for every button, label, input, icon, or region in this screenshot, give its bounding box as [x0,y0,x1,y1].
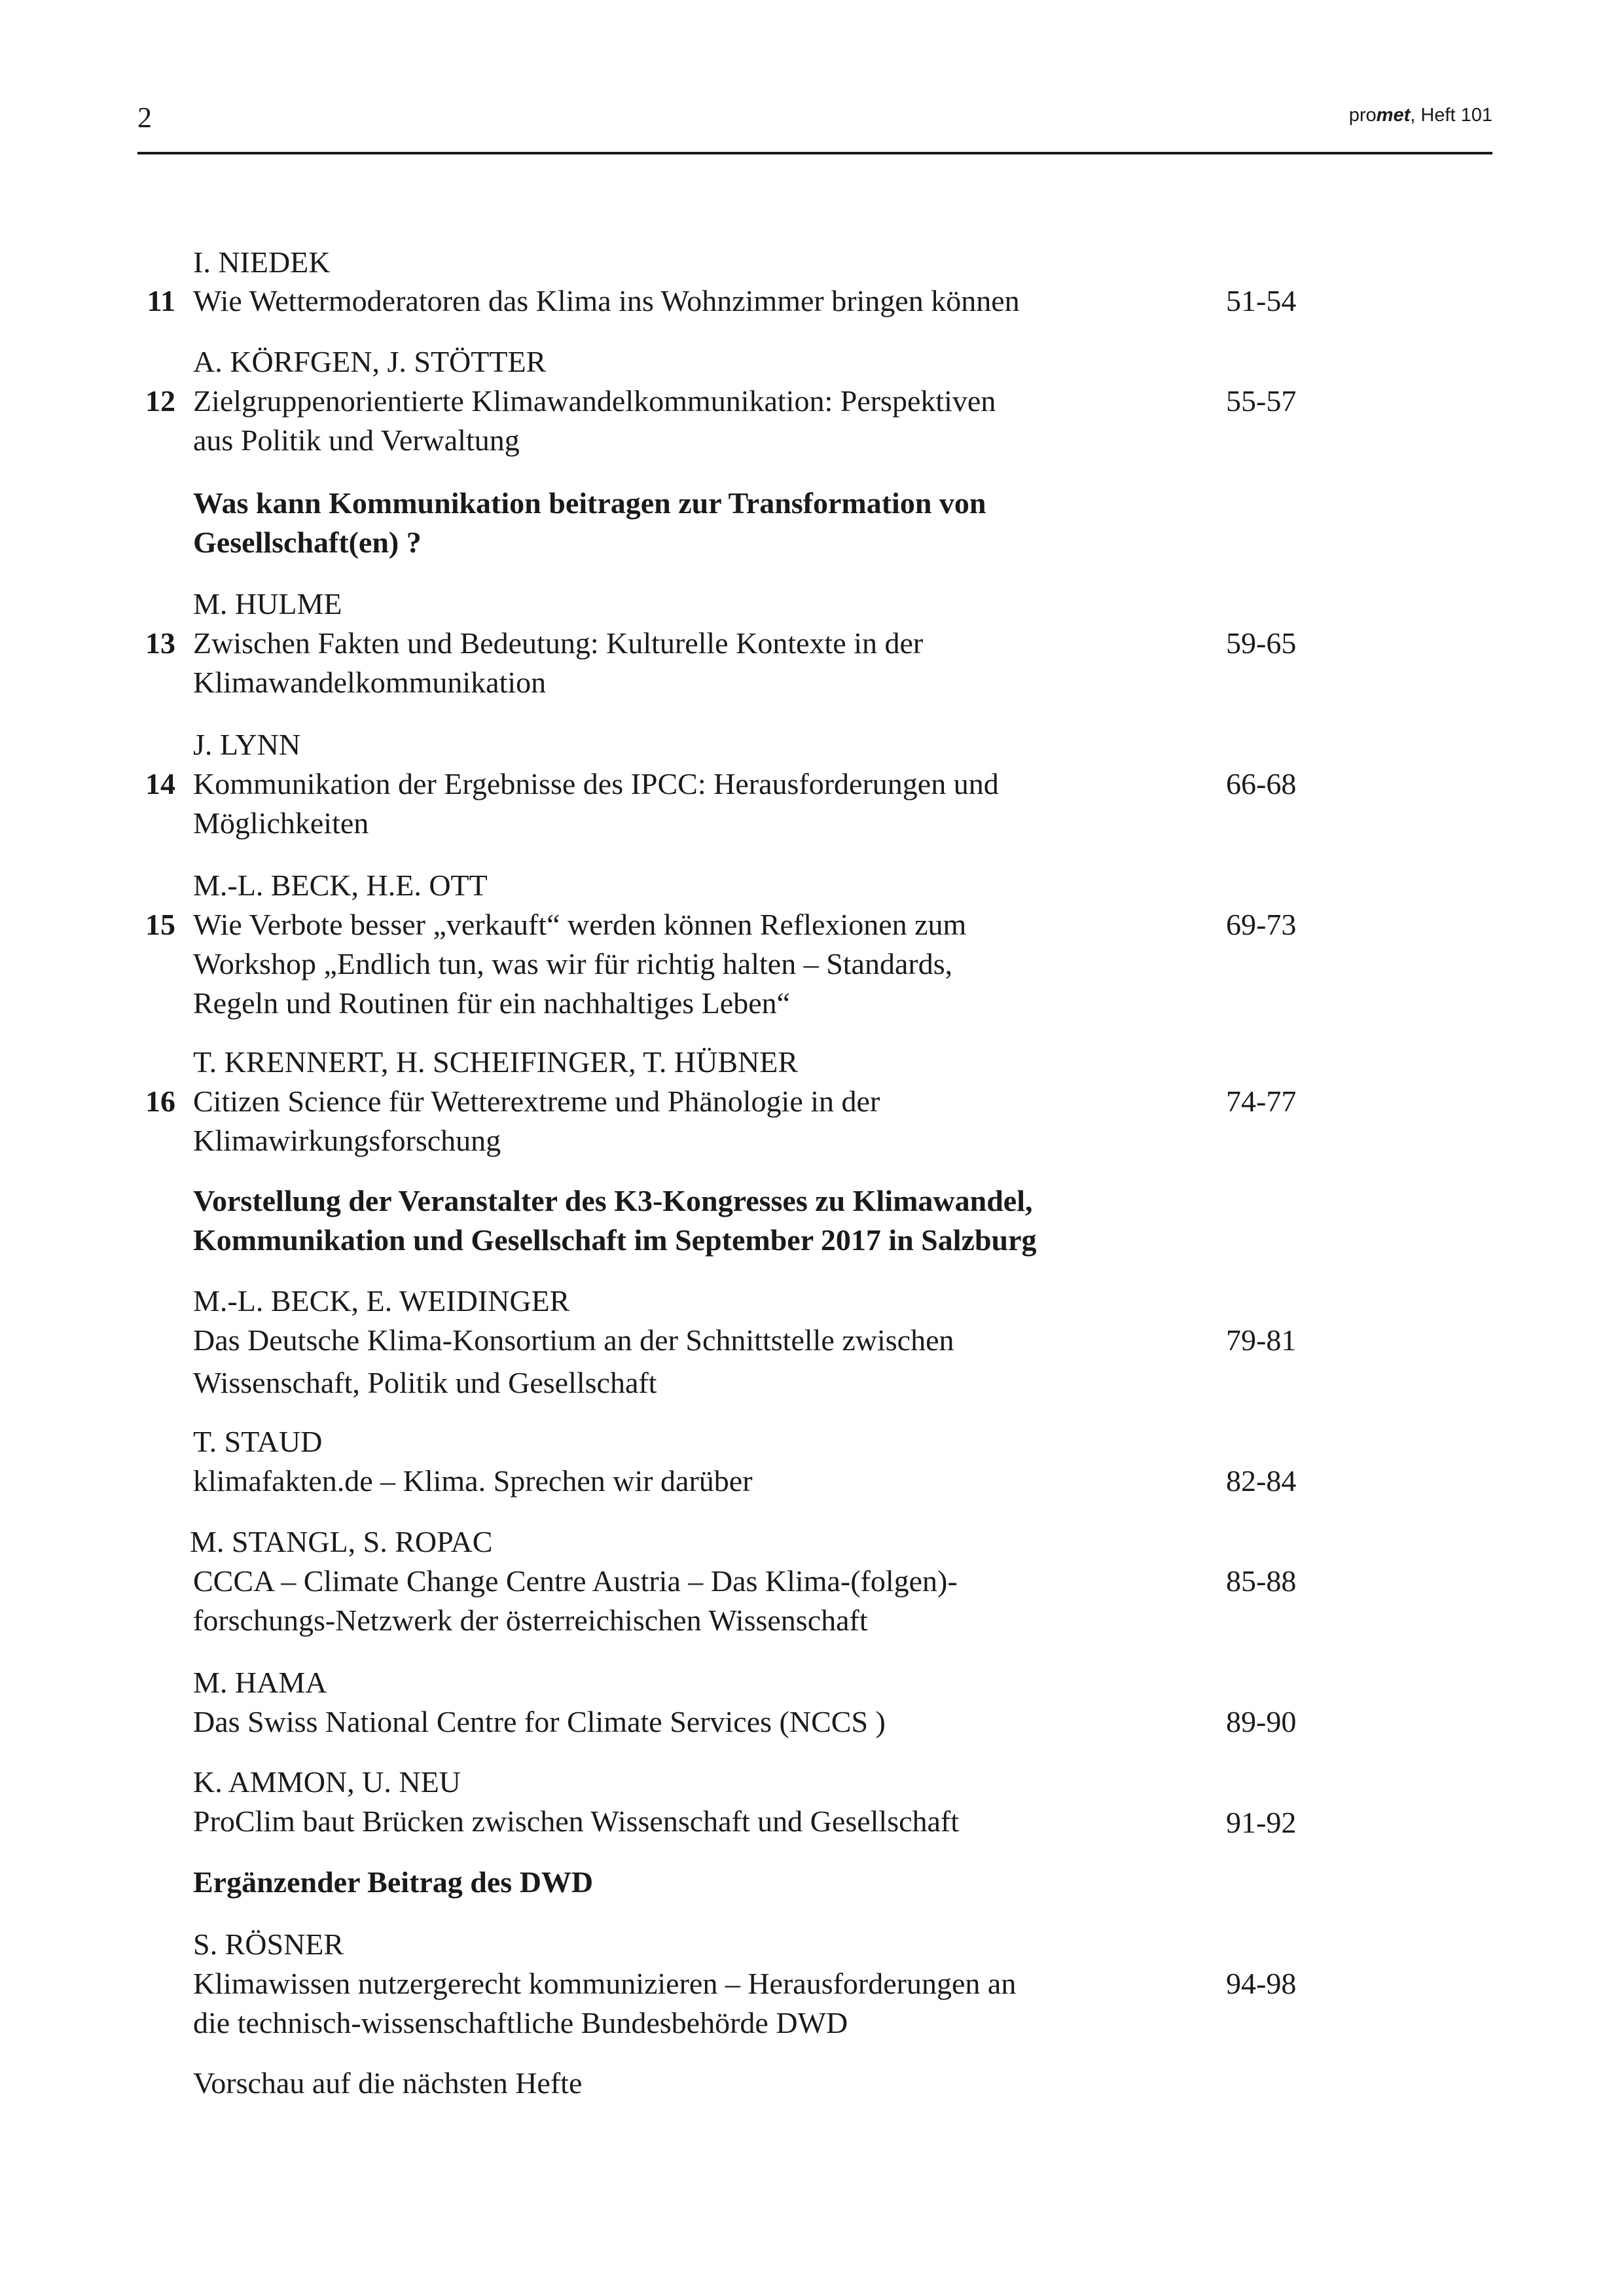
entry-title-line: klimafakten.de – Klima. Sprechen wir darüber [193,1464,753,1498]
entry-pages: 74-77 [1226,1085,1297,1118]
entry-title-line: Zwischen Fakten und Bedeutung: Kulturelle Kontexte in der [193,626,924,660]
preview-next-issues: Vorschau auf die nächsten Hefte [193,2066,583,2100]
entry-pages: 94-98 [1226,1967,1297,2000]
page-number: 2 [137,101,152,134]
entry-title-line: aus Politik und Verwaltung [193,423,520,457]
entry-number: 15 [145,908,175,941]
entry-number: 14 [145,767,175,800]
entry-title-line: Workshop „Endlich tun, was wir für richtig halten – Standards, [193,947,953,980]
entry-title-line: forschungs-Netzwerk der österreichischen Wissenschaft [193,1604,868,1637]
entry-title-line: Möglichkeiten [193,806,369,840]
entry-title-line: Regeln und Routinen für ein nachhaltiges Leben“ [193,986,791,1020]
entry-title-line: Das Swiss National Centre for Climate Services (NCCS ) [193,1705,886,1738]
entry-authors: K. AMMON, U. NEU [193,1765,461,1799]
section-heading-line: Was kann Kommunikation beitragen zur Transformation von [193,486,986,520]
entry-title-line: Wissenschaft, Politik und Gesellschaft [193,1366,657,1399]
entry-number: 16 [145,1085,175,1118]
entry-title-line: die technisch-wissenschaftliche Bundesbehörde DWD [193,2006,848,2039]
entry-pages: 55-57 [1226,384,1297,418]
entry-pages: 51-54 [1226,284,1297,317]
entry-authors: M.-L. BECK, H.E. OTT [193,869,488,902]
entry-title-line: Kommunikation der Ergebnisse des IPCC: Herausforderungen und [193,767,999,800]
entry-title-line: Wie Verbote besser „verkauft“ werden können Reflexionen zum [193,908,967,941]
journal-brand-pro: pro [1348,105,1377,126]
entry-pages: 91-92 [1226,1806,1297,1839]
entry-title-line: Zielgruppenorientierte Klimawandelkommunikation: Perspektiven [193,384,996,418]
entry-authors: M. HULME [193,587,342,620]
entry-authors: M. STANGL, S. ROPAC [190,1525,493,1558]
entry-authors: I. NIEDEK [193,245,331,279]
entry-authors: M.-L. BECK, E. WEIDINGER [193,1284,570,1318]
entry-authors: T. KRENNERT, H. SCHEIFINGER, T. HÜBNER [193,1045,799,1079]
entry-number: 13 [145,626,175,660]
entry-title-line: Citizen Science für Wetterextreme und Phänologie in der [193,1085,880,1118]
journal-issue: , Heft 101 [1410,105,1492,126]
entry-title-line: Klimawissen nutzergerecht kommunizieren – Herausforderungen an [193,1967,1017,2000]
entry-title-line: Klimawandelkommunikation [193,666,547,699]
entry-authors: T. STAUD [193,1425,323,1458]
entry-title-line: Wie Wettermoderatoren das Klima ins Wohnzimmer bringen können [193,284,1020,317]
entry-title-line: Das Deutsche Klima-Konsortium an der Schnittstelle zwischen [193,1323,954,1357]
journal-brand-met: met [1376,105,1411,126]
entry-authors: A. KÖRFGEN, J. STÖTTER [193,345,547,378]
entry-pages: 66-68 [1226,767,1297,800]
section-heading-line: Vorstellung der Veranstalter des K3-Kongresses zu Klimawandel, [193,1184,1033,1217]
entry-number: 11 [147,284,175,317]
entry-title-line: ProClim baut Brücken zwischen Wissenschaft und Gesellschaft [193,1804,960,1838]
entry-pages: 79-81 [1226,1323,1297,1357]
entry-pages: 89-90 [1226,1705,1297,1738]
entry-pages: 85-88 [1226,1564,1297,1598]
entry-authors: J. LYNN [193,728,301,761]
entry-title-line: Klimawirkungsforschung [193,1124,501,1157]
entry-title-line: CCCA – Climate Change Centre Austria – Das Klima-(folgen)- [193,1564,958,1598]
entry-authors: S. RÖSNER [193,1928,344,1961]
section-heading-line: Ergänzender Beitrag des DWD [193,1865,594,1899]
entry-pages: 59-65 [1226,626,1297,660]
entry-pages: 82-84 [1226,1464,1297,1498]
section-heading-line: Gesellschaft(en) ? [193,526,422,559]
section-heading-line: Kommunikation und Gesellschaft im September 2017 in Salzburg [193,1223,1037,1257]
entry-number: 12 [145,384,175,418]
entry-authors: M. HAMA [193,1666,327,1699]
entry-pages: 69-73 [1226,908,1297,941]
